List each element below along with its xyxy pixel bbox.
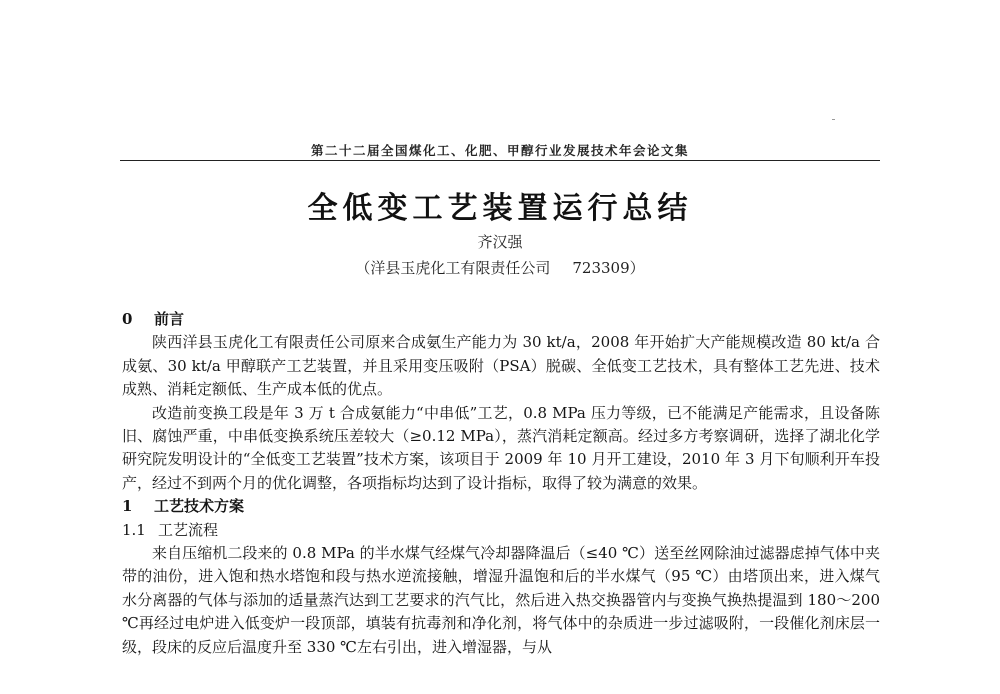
author-name: 齐汉强 <box>477 233 523 251</box>
body-text <box>122 308 880 659</box>
affiliation-org: （洋县玉虎化工有限责任公司 <box>355 259 551 277</box>
header-rule <box>120 160 880 161</box>
paper-title: 全低变工艺装置运行总结 <box>307 191 693 226</box>
section-number: 0 <box>122 310 133 328</box>
subsection-heading-1-1 <box>122 519 880 542</box>
subsection-number: 1.1 <box>122 520 146 539</box>
paragraph-intro-2: 改造前变换工段是年 3 万 t 合成氨能力“中串低”工艺，0.8 MPa 压力等级，已不能满足产能需求，且设备陈旧、腐蚀严重，中串低变换系统压差较大（≥0.12 MPa），蒸汽消耗定额高。经过多方考察调研，选择了湖北化学研究院发明设计的“全低变工艺装置”技术方案，该项目于 2009 年 10 月开工建设，2010 年 3 月下旬顺利开车投产，经过不到两个月的优化调整，各项指标均达到了设计指标，取得了较为满意的效果。 <box>122 403 880 492</box>
section-number: 1 <box>122 497 133 516</box>
paragraph-intro-1: 陕西洋县玉虎化工有限责任公司原来合成氨生产能力为 30 kt/a，2008 年开始扩大产能规模改造 80 kt/a 合成氨、30 kt/a 甲醇联产工艺装置，并且采用变压吸附（PSA）脱碳、全低变工艺技术，具有整体工艺先进、技术成熟、消耗定额低、生产成本低的优点。 <box>122 333 880 399</box>
paragraph-process-flow: 来自压缩机二段来的 0.8 MPa 的半水煤气经煤气冷却器降温后（≤40 ℃）送至丝网除油过滤器虑掉气体中夹带的油份，进入饱和热水塔饱和段与热水逆流接触，增湿升温饱和后的半水煤气（95 ℃）由塔顶出来，进入煤气水分离器的气体与添加的适量蒸汽达到工艺要求的汽气比，然后进入热交换器管内与变换气换热提温到 180～200 ℃再经过电炉进入低变炉一段顶部，填装有抗毒剂和净化剂，将气体中的杂质进一步过滤吸附，一段催化剂床层一级，段床的反应后温度升至 330 ℃左右引出，进入增湿器，与从 <box>122 544 880 656</box>
author-affiliation <box>120 257 880 278</box>
section-title: 前言 <box>154 310 185 328</box>
subsection-title: 工艺流程 <box>158 520 219 539</box>
running-header: 第二十二届全国煤化工、化肥、甲醇行业发展技术年会论文集 <box>310 143 689 158</box>
section-title: 工艺技术方案 <box>154 497 245 516</box>
scan-speck <box>832 119 835 120</box>
affiliation-zip: 723309） <box>572 259 645 277</box>
section-heading-0 <box>122 308 880 331</box>
section-heading-1 <box>122 495 880 518</box>
